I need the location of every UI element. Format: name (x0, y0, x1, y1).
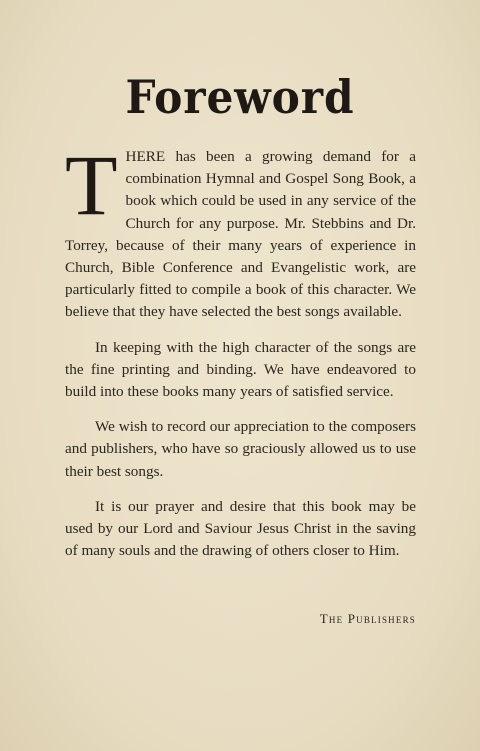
signature: The Publishers (319, 611, 416, 626)
drop-cap: T (65, 137, 118, 233)
page-title: Foreword (125, 70, 355, 124)
foreword-body (65, 137, 416, 575)
paragraph-2: In keeping with the high character of the songs are the fine printing and binding. We have endeavored to build into these books many years of satisfied service. (65, 338, 416, 401)
paragraph-1-text: HERE has been a growing demand for a combination Hymnal and Gospel Song Book, a book which could be used in any service of the Church for any purpose. Mr. Stebbins and Dr. Torrey, because of their many years of experience in Church, Bible Conference and Evangelistic work, are particularly fitted to compile a book of this character. We believe that they have selected the best songs available. (65, 148, 416, 321)
paragraph-4: It is our prayer and desire that this book may be used by our Lord and Saviour Jesus Christ in the saving of many souls and the drawing of others closer to Him. (65, 497, 416, 560)
paragraph-3: We wish to record our appreciation to the composers and publishers, who have so graciously allowed us to use their best songs. (65, 418, 416, 480)
paragraph-1 (65, 137, 416, 324)
